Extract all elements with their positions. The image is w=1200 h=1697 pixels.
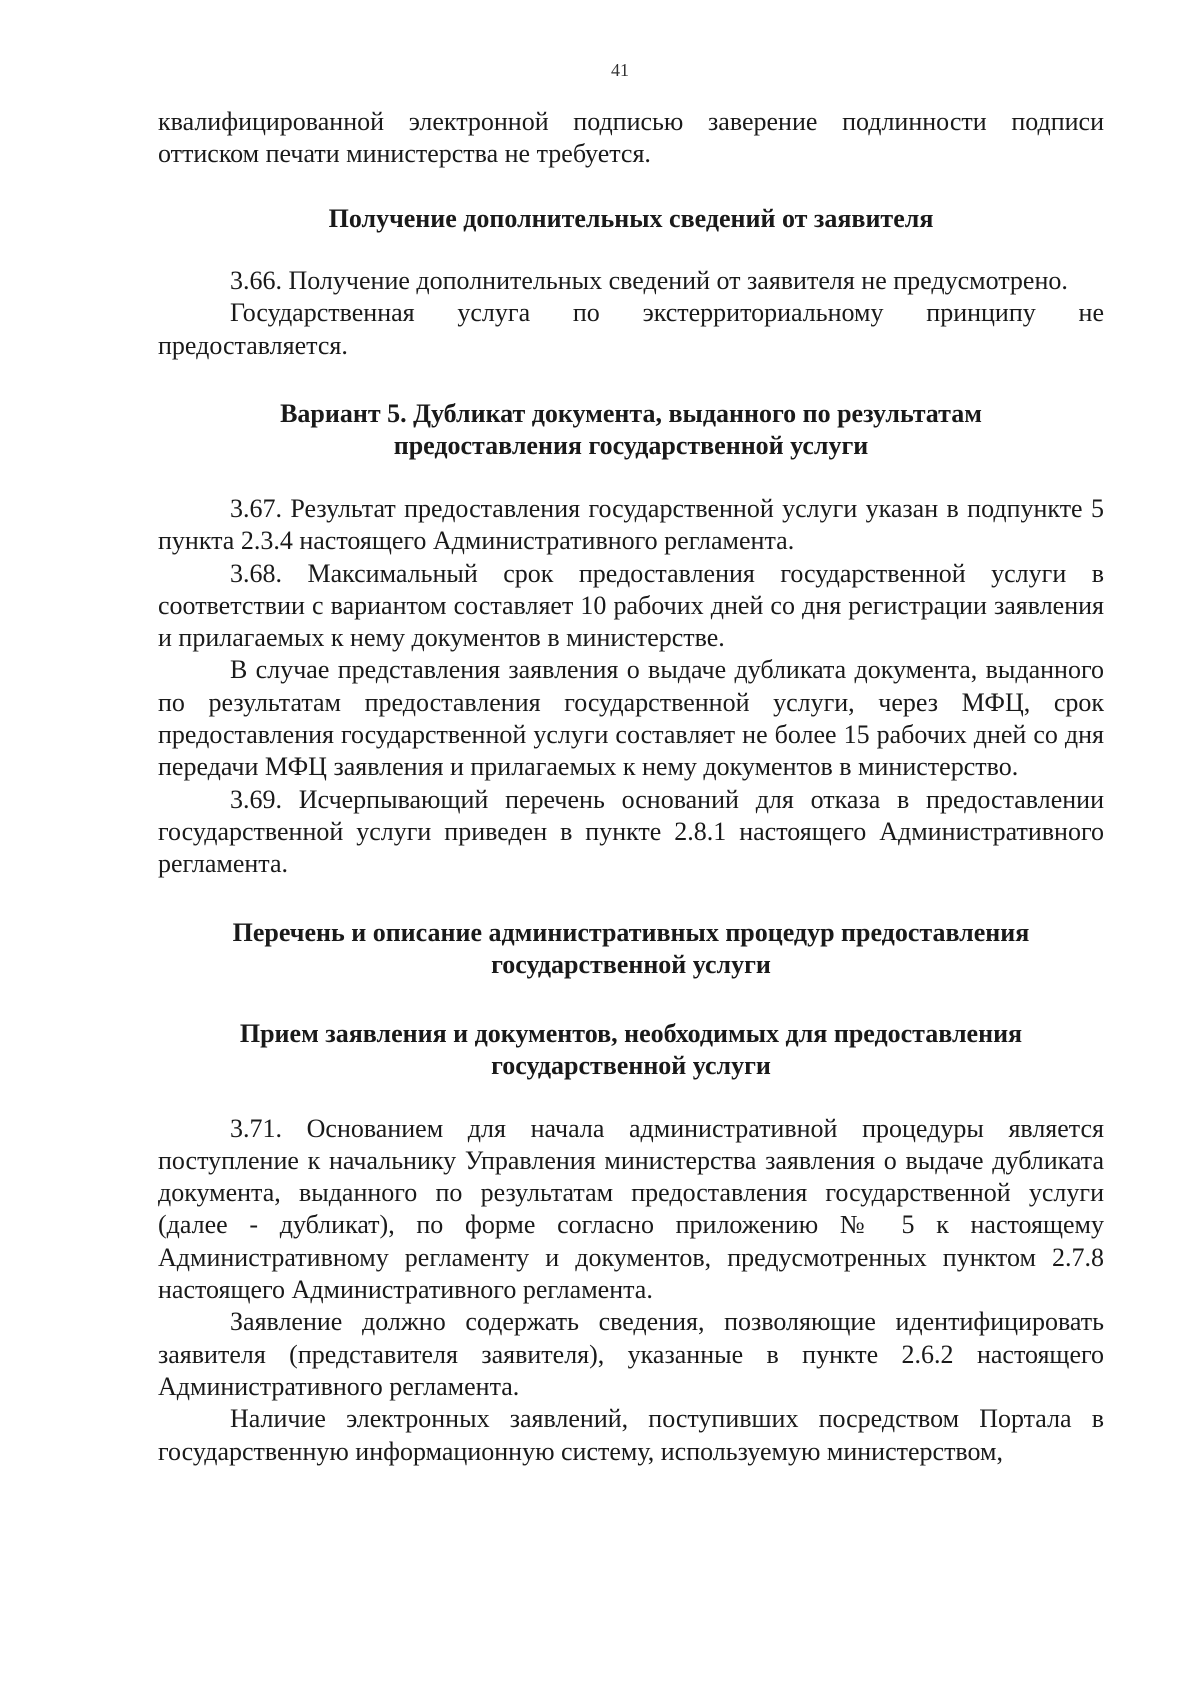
paragraph-continuation: квалифицированной электронной подписью заверение подлинности подписи оттиском печати министерства не требуется. [158, 107, 1104, 169]
section-heading-additional-info: Получение дополнительных сведений от заявителя [328, 203, 934, 233]
paragraph-extraterritorial: Государственная услуга по экстерриториальному принципу не предоставляется. [158, 298, 1104, 360]
heading-line: Вариант 5. Дубликат документа, выданного по результатам [280, 398, 982, 428]
section-heading-variant-5 [158, 398, 1104, 463]
heading-line: государственной услуги [491, 1051, 771, 1081]
paragraph-3-71: 3.71. Основанием для начала административной процедуры является поступление к начальнику Управления министерства заявления о выдаче дубликата документа, выданного по результатам предоставления государственной услуги (далее - дубликат), по форме согласно приложению № 5 к настоящему Административному регламенту и документов, предусмотренных пунктом 2.7.8 настоящего Административного регламента. [158, 1113, 1104, 1305]
heading-line: предоставления государственной услуги [393, 431, 869, 461]
heading-line: Перечень и описание административных процедур предоставления [232, 917, 1030, 947]
page-number: 41 [611, 60, 629, 80]
paragraph-electronic-applications: Наличие электронных заявлений, поступивших посредством Портала в государственную информационную систему, используемую министерством, [158, 1404, 1104, 1466]
paragraph-mfc-term: В случае представления заявления о выдаче дубликата документа, выданного по результатам предоставления государственной услуги, через МФЦ, срок предоставления государственной услуги составляет не более 15 рабочих дней со дня передачи МФЦ заявления и прилагаемых к нему документов в министерство. [158, 655, 1104, 782]
heading-line: государственной услуги [491, 950, 771, 980]
section-heading-procedures [158, 917, 1104, 982]
paragraph-3-69: 3.69. Исчерпывающий перечень оснований для отказа в предоставлении государственной услуги приведен в пункте 2.8.1 настоящего Административного регламента. [158, 784, 1104, 879]
document-body [158, 106, 1104, 1468]
paragraph-3-67: 3.67. Результат предоставления государственной услуги указан в подпункте 5 пункта 2.3.4 настоящего Административного регламента. [158, 493, 1104, 556]
heading-line: Прием заявления и документов, необходимых для предоставления [239, 1018, 1023, 1048]
paragraph-3-66: 3.66. Получение дополнительных сведений от заявителя не предусмотрено. [230, 266, 1068, 296]
paragraph-3-68: 3.68. Максимальный срок предоставления государственной услуги в соответствии с вариантом составляет 10 рабочих дней со дня регистрации заявления и прилагаемых к нему документов в министерстве. [158, 558, 1104, 653]
section-heading-reception [158, 1018, 1104, 1083]
paragraph-application-content: Заявление должно содержать сведения, позволяющие идентифицировать заявителя (представителя заявителя), указанные в пункте 2.6.2 настоящего Административного регламента. [158, 1307, 1104, 1401]
